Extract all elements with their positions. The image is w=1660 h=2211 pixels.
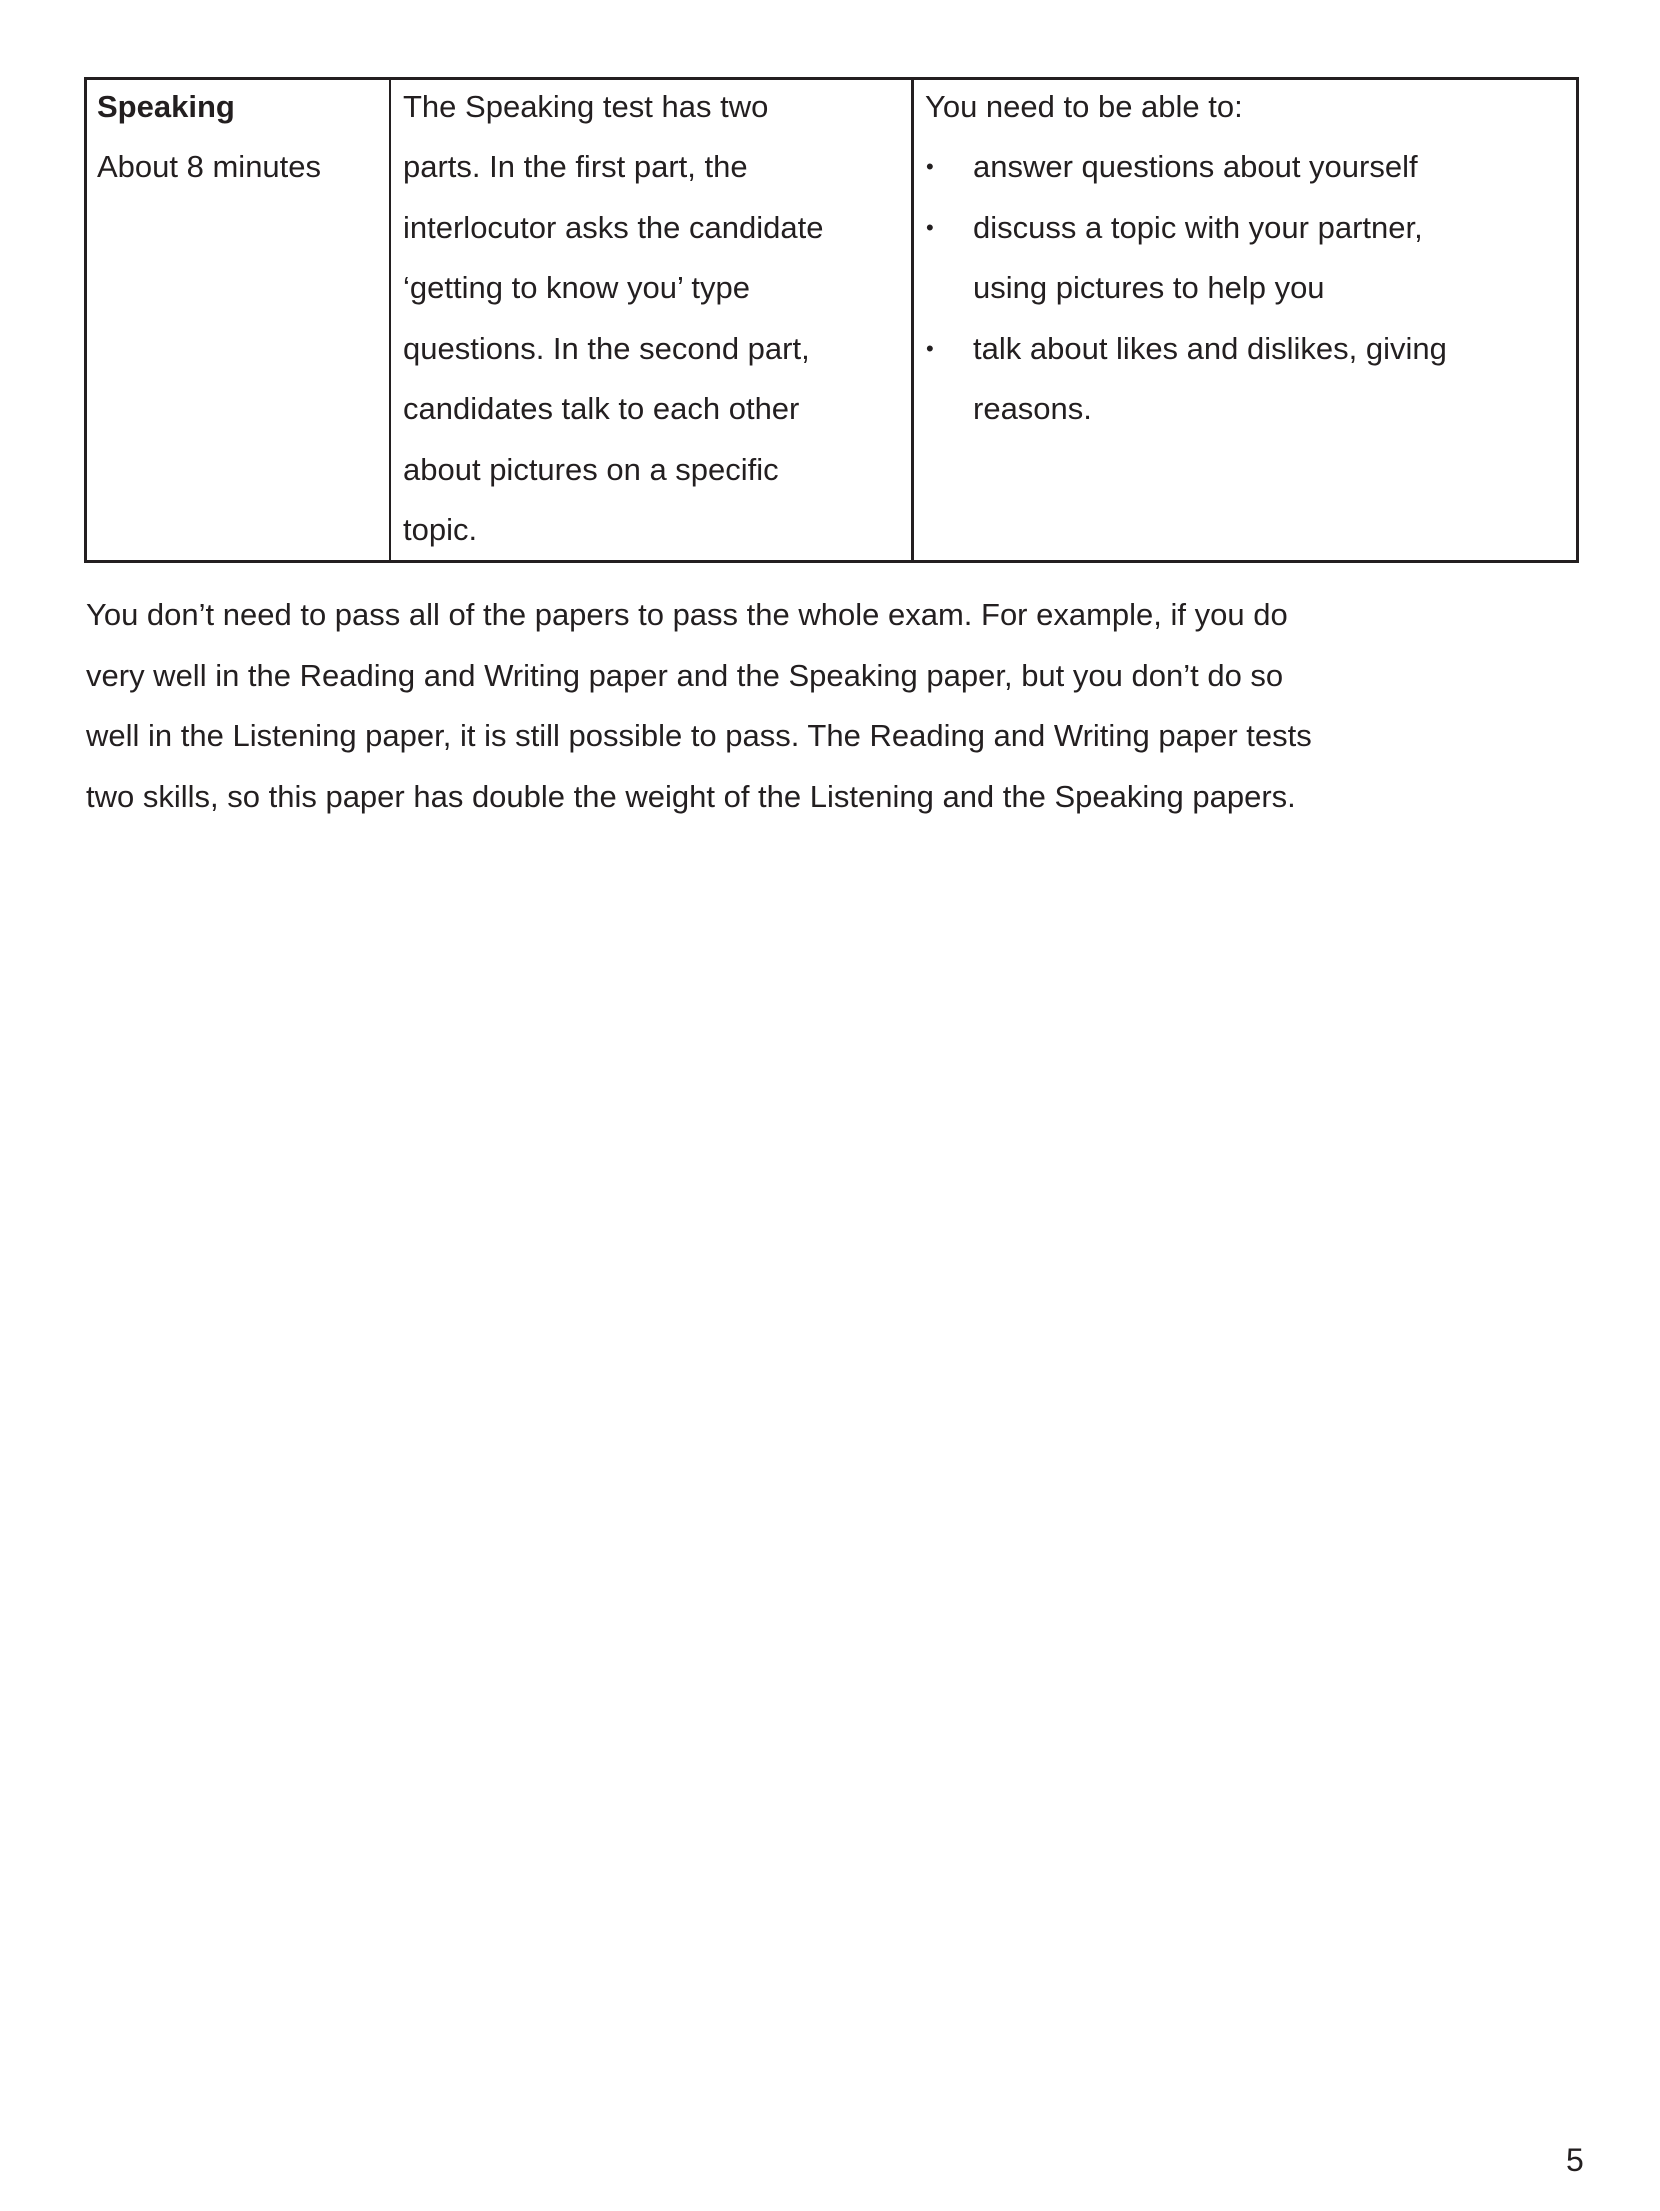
bullet-text: answer questions about yourself [973, 149, 1418, 184]
paragraph-line: two skills, so this paper has double the weight of the Listening and the Speaking papers. [86, 779, 1296, 814]
speaking-table [84, 77, 1579, 563]
bullet-text: reasons. [973, 391, 1092, 426]
page-number: 5 [1566, 2142, 1584, 2178]
description-line: interlocutor asks the candidate [403, 210, 824, 245]
paper-heading: Speaking [97, 89, 235, 124]
description-cell [389, 80, 912, 560]
description-line: candidates talk to each other [403, 391, 800, 426]
description-line: topic. [403, 512, 478, 547]
bullet-icon: • [926, 215, 934, 240]
bullet-text: discuss a topic with your partner, [973, 210, 1423, 245]
description-line: questions. In the second part, [403, 331, 810, 366]
paper-name-cell [87, 80, 386, 560]
paper-duration: About 8 minutes [97, 149, 322, 184]
paragraph-line: well in the Listening paper, it is still possible to pass. The Reading and Writing paper tests [86, 718, 1312, 753]
bullet-text: using pictures to help you [973, 270, 1325, 305]
skills-intro: You need to be able to: [925, 89, 1243, 124]
paragraph-line: very well in the Reading and Writing paper and the Speaking paper, but you don’t do so [86, 658, 1284, 693]
description-line: ‘getting to know you’ type [403, 270, 750, 305]
description-line: about pictures on a specific [403, 452, 779, 487]
bullet-icon: • [926, 154, 934, 179]
description-line: The Speaking test has two [403, 89, 769, 124]
description-line: parts. In the first part, the [403, 149, 748, 184]
paragraph-line: You don’t need to pass all of the papers to pass the whole exam. For example, if you do [86, 597, 1288, 632]
bullet-text: talk about likes and dislikes, giving [973, 331, 1447, 366]
bullet-icon: • [926, 336, 934, 361]
skills-cell [911, 80, 1579, 560]
